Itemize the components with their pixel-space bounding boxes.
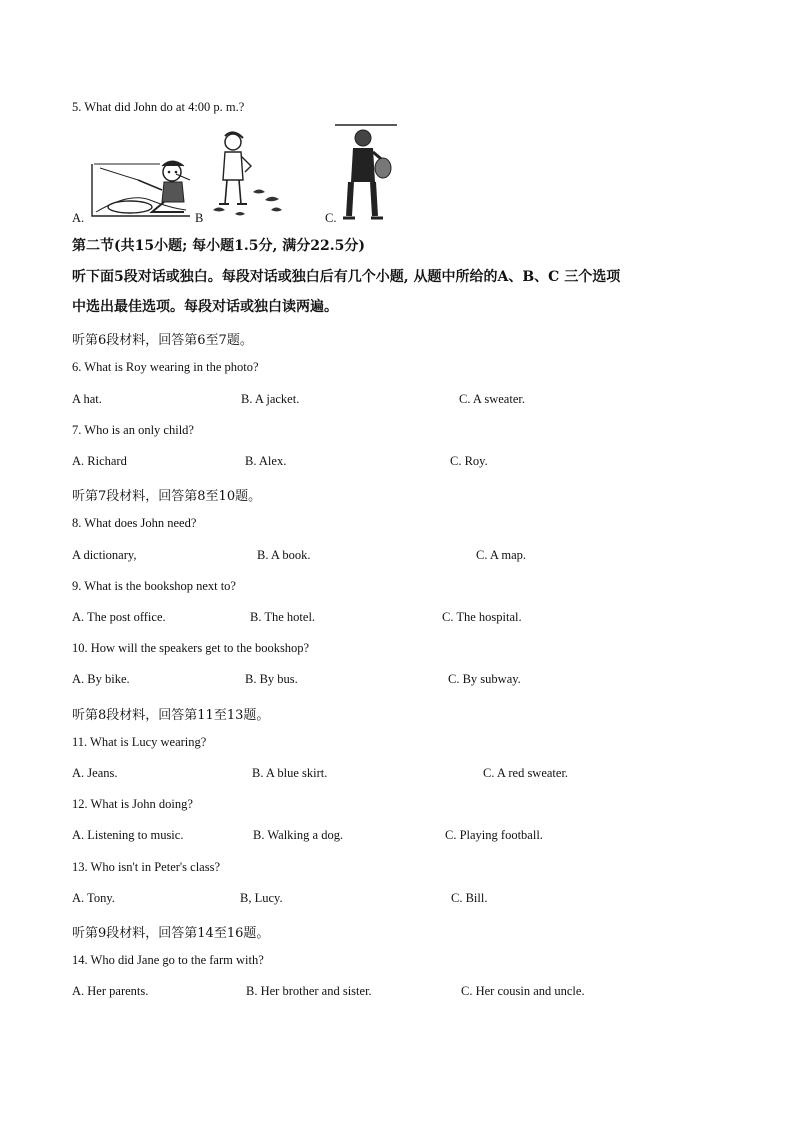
q6-question: 6. What is Roy wearing in the photo? (72, 360, 259, 374)
q9-question: 9. What is the bookshop next to? (72, 579, 236, 593)
q12-option-b: B. Walking a dog. (253, 828, 344, 842)
q11-question: 11. What is Lucy wearing? (72, 735, 207, 749)
group-6-instruction: 听第6段材料，回答第6至7题。 (72, 333, 253, 348)
q14-option-c: C. Her cousin and uncle. (461, 984, 585, 998)
feeding-birds-picture (205, 130, 290, 220)
q13-option-b: B, Lucy. (240, 891, 283, 905)
q6-option-c: C. A sweater. (459, 392, 525, 406)
q7-option-a: A. Richard (72, 454, 127, 468)
q14-option-b: B. Her brother and sister. (246, 984, 372, 998)
q13-option-a: A. Tony. (72, 891, 115, 905)
group-7-instruction: 听第7段材料，回答第8至10题。 (72, 489, 262, 504)
q6-option-b: B. A jacket. (241, 392, 300, 406)
q14-option-a: A. Her parents. (72, 984, 149, 998)
q10-option-b: B. By bus. (245, 672, 298, 686)
q11-option-c: C. A red sweater. (483, 766, 569, 780)
group-9-instruction: 听第9段材料，回答第14至16题。 (72, 926, 270, 941)
section-instruction-line1: 听下面5段对话或独白。每段对话或独白后有几个小题, 从题中所给的A、B、C 三个选项 (72, 269, 621, 285)
q9-option-b: B. The hotel. (250, 610, 316, 624)
q5-option-a: A. (72, 211, 85, 225)
fishing-picture (90, 150, 195, 220)
q10-question: 10. How will the speakers get to the bookshop? (72, 641, 310, 655)
q14-question: 14. Who did Jane go to the farm with? (72, 953, 264, 967)
q12-option-c: C. Playing football. (445, 828, 543, 842)
q8-option-b: B. A book. (257, 548, 311, 562)
section-instruction-line2: 中选出最佳选项。每段对话或独白读两遍。 (72, 299, 338, 315)
q9-option-a: A. The post office. (72, 610, 166, 624)
group-8-instruction: 听第8段材料，回答第11至13题。 (72, 708, 270, 723)
section-heading: 第二节(共15小题; 每小题1.5分, 满分22.5分) (72, 238, 365, 254)
q5-option-b: B (195, 211, 204, 225)
q9-option-c: C. The hospital. (442, 610, 522, 624)
q8-option-a: A dictionary, (72, 548, 137, 562)
q7-option-b: B. Alex. (245, 454, 287, 468)
q11-option-a: A. Jeans. (72, 766, 118, 780)
q11-option-b: B. A blue skirt. (252, 766, 328, 780)
q10-option-c: C. By subway. (448, 672, 521, 686)
tennis-picture (335, 122, 400, 222)
q5-option-c: C. (325, 211, 337, 225)
q7-option-c: C. Roy. (450, 454, 488, 468)
q10-option-a: A. By bike. (72, 672, 130, 686)
q12-option-a: A. Listening to music. (72, 828, 184, 842)
q8-option-c: C. A map. (476, 548, 527, 562)
q13-option-c: C. Bill. (451, 891, 488, 905)
q12-question: 12. What is John doing? (72, 797, 193, 811)
q6-option-a: A hat. (72, 392, 102, 406)
q8-question: 8. What does John need? (72, 516, 197, 530)
q5-question: 5. What did John do at 4:00 p. m.? (72, 100, 245, 114)
q7-question: 7. Who is an only child? (72, 423, 194, 437)
q13-question: 13. Who isn't in Peter's class? (72, 860, 221, 874)
